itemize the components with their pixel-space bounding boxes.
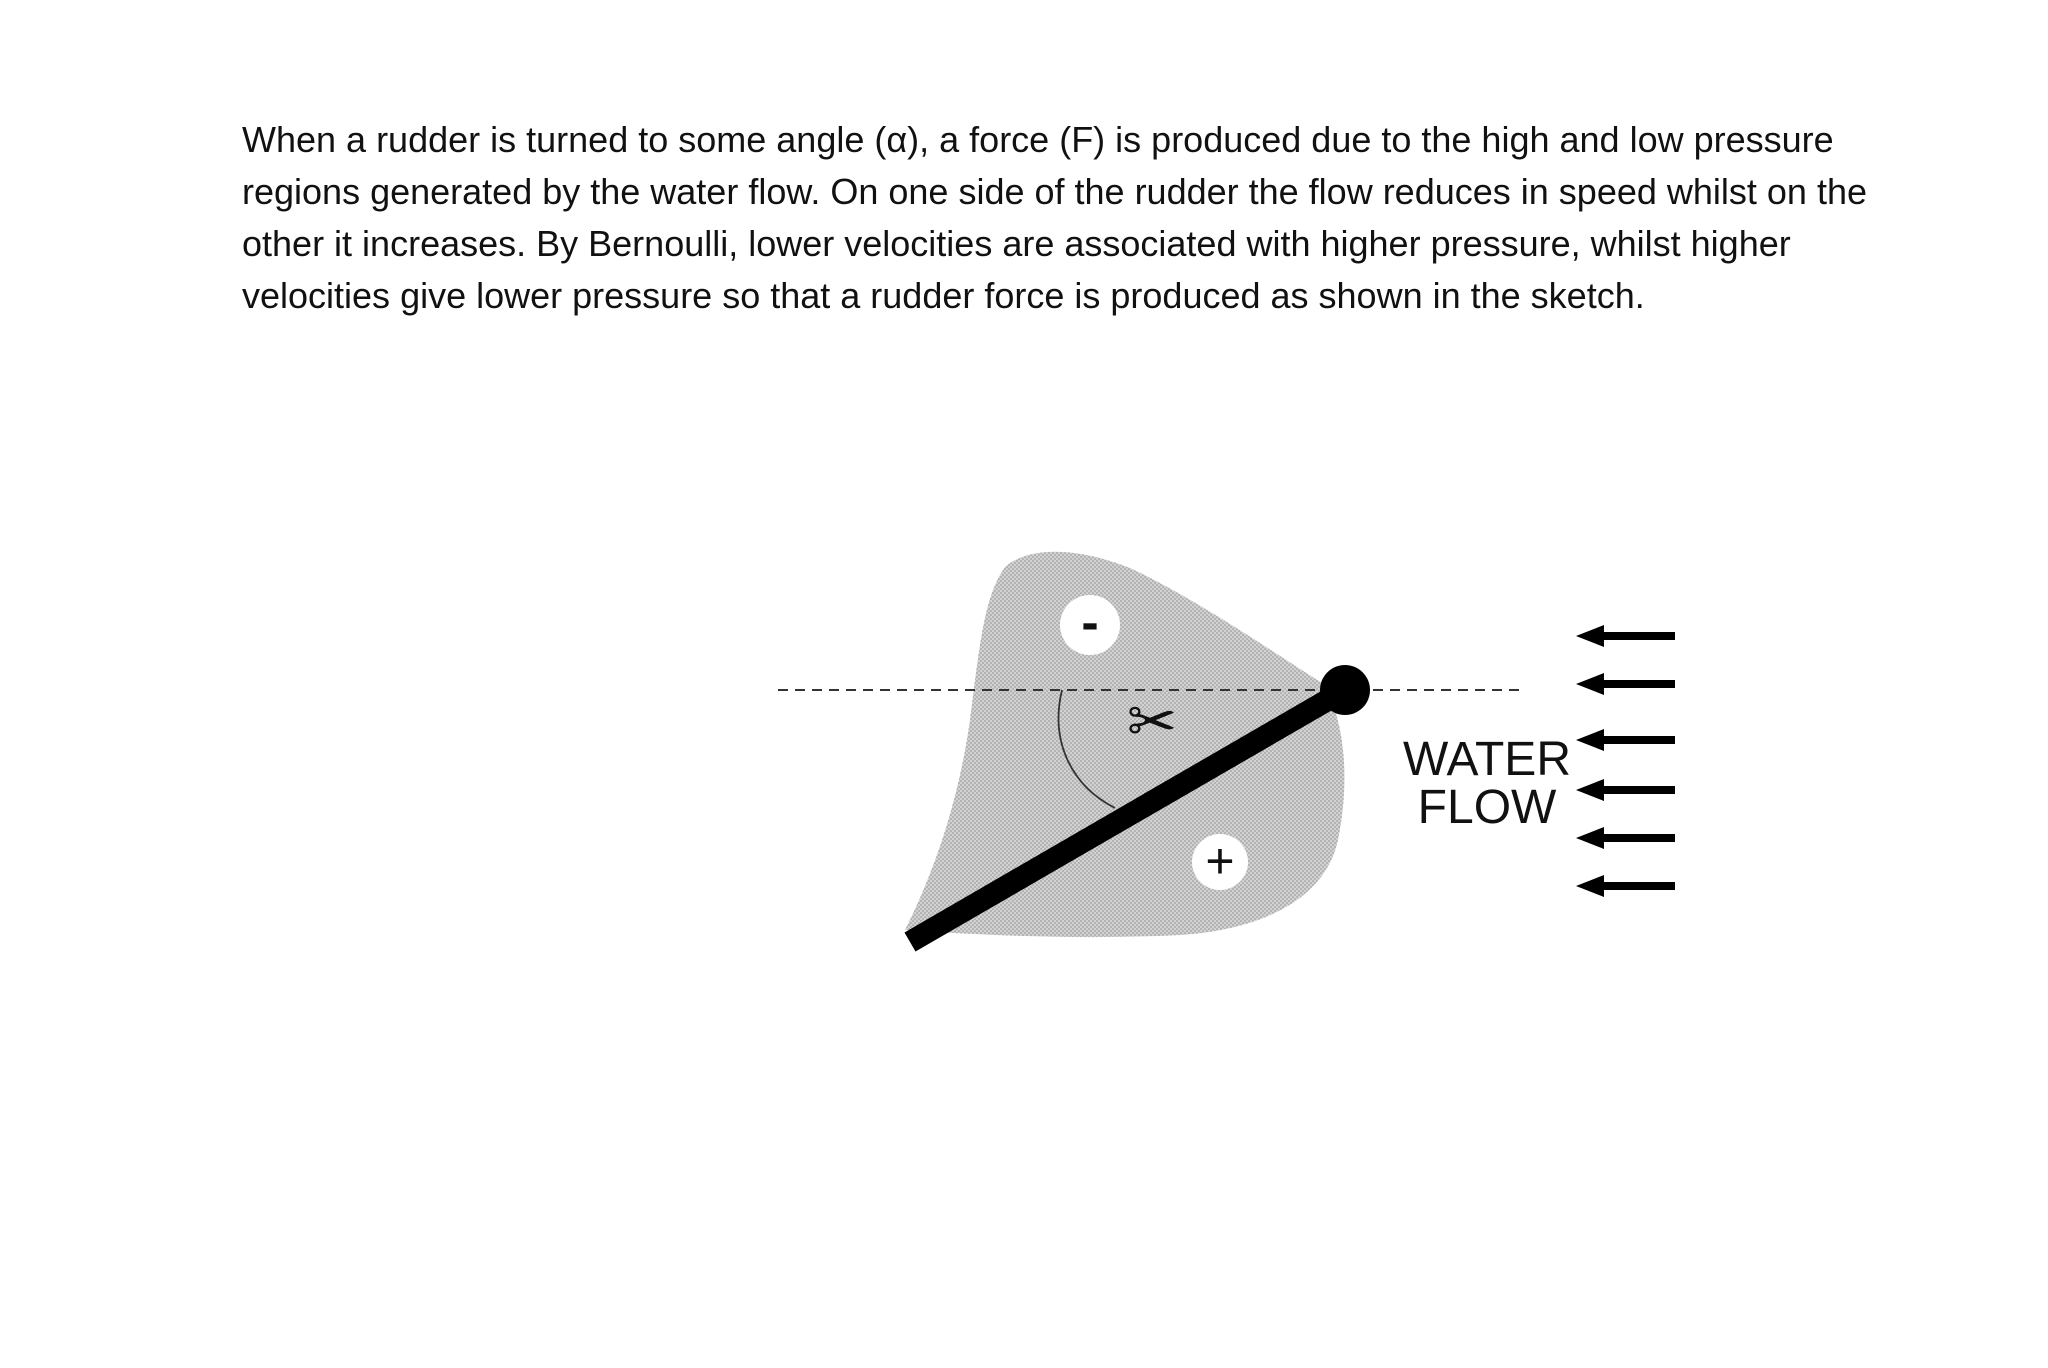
pressure-region	[905, 552, 1344, 937]
water-flow-label-line2: FLOW	[1417, 781, 1557, 834]
flow-arrow	[1576, 779, 1675, 801]
rudder-pivot	[1320, 665, 1370, 715]
angle-symbol: ✂	[1126, 688, 1178, 755]
flow-arrow	[1576, 625, 1675, 647]
flow-arrow	[1576, 729, 1675, 751]
flow-arrow	[1576, 827, 1675, 849]
flow-arrow	[1576, 875, 1675, 897]
water-flow-label-line1: WATER	[1403, 733, 1571, 786]
high-pressure-label: +	[1205, 833, 1235, 889]
flow-arrow	[1576, 673, 1675, 695]
description-paragraph: When a rudder is turned to some angle (α), a force (F) is produced due to the high and low pressure regions generated by the water flow. On one side of the rudder the flow reduces in speed whilst on the other it increases. By Bernoulli, lower velocities are associated with higher pressure, whilst higher velocities give lower pressure so that a rudder force is produced as shown in the sketch.	[242, 119, 1867, 316]
low-pressure-label: -	[1081, 594, 1099, 652]
flow-arrows	[1576, 625, 1675, 897]
